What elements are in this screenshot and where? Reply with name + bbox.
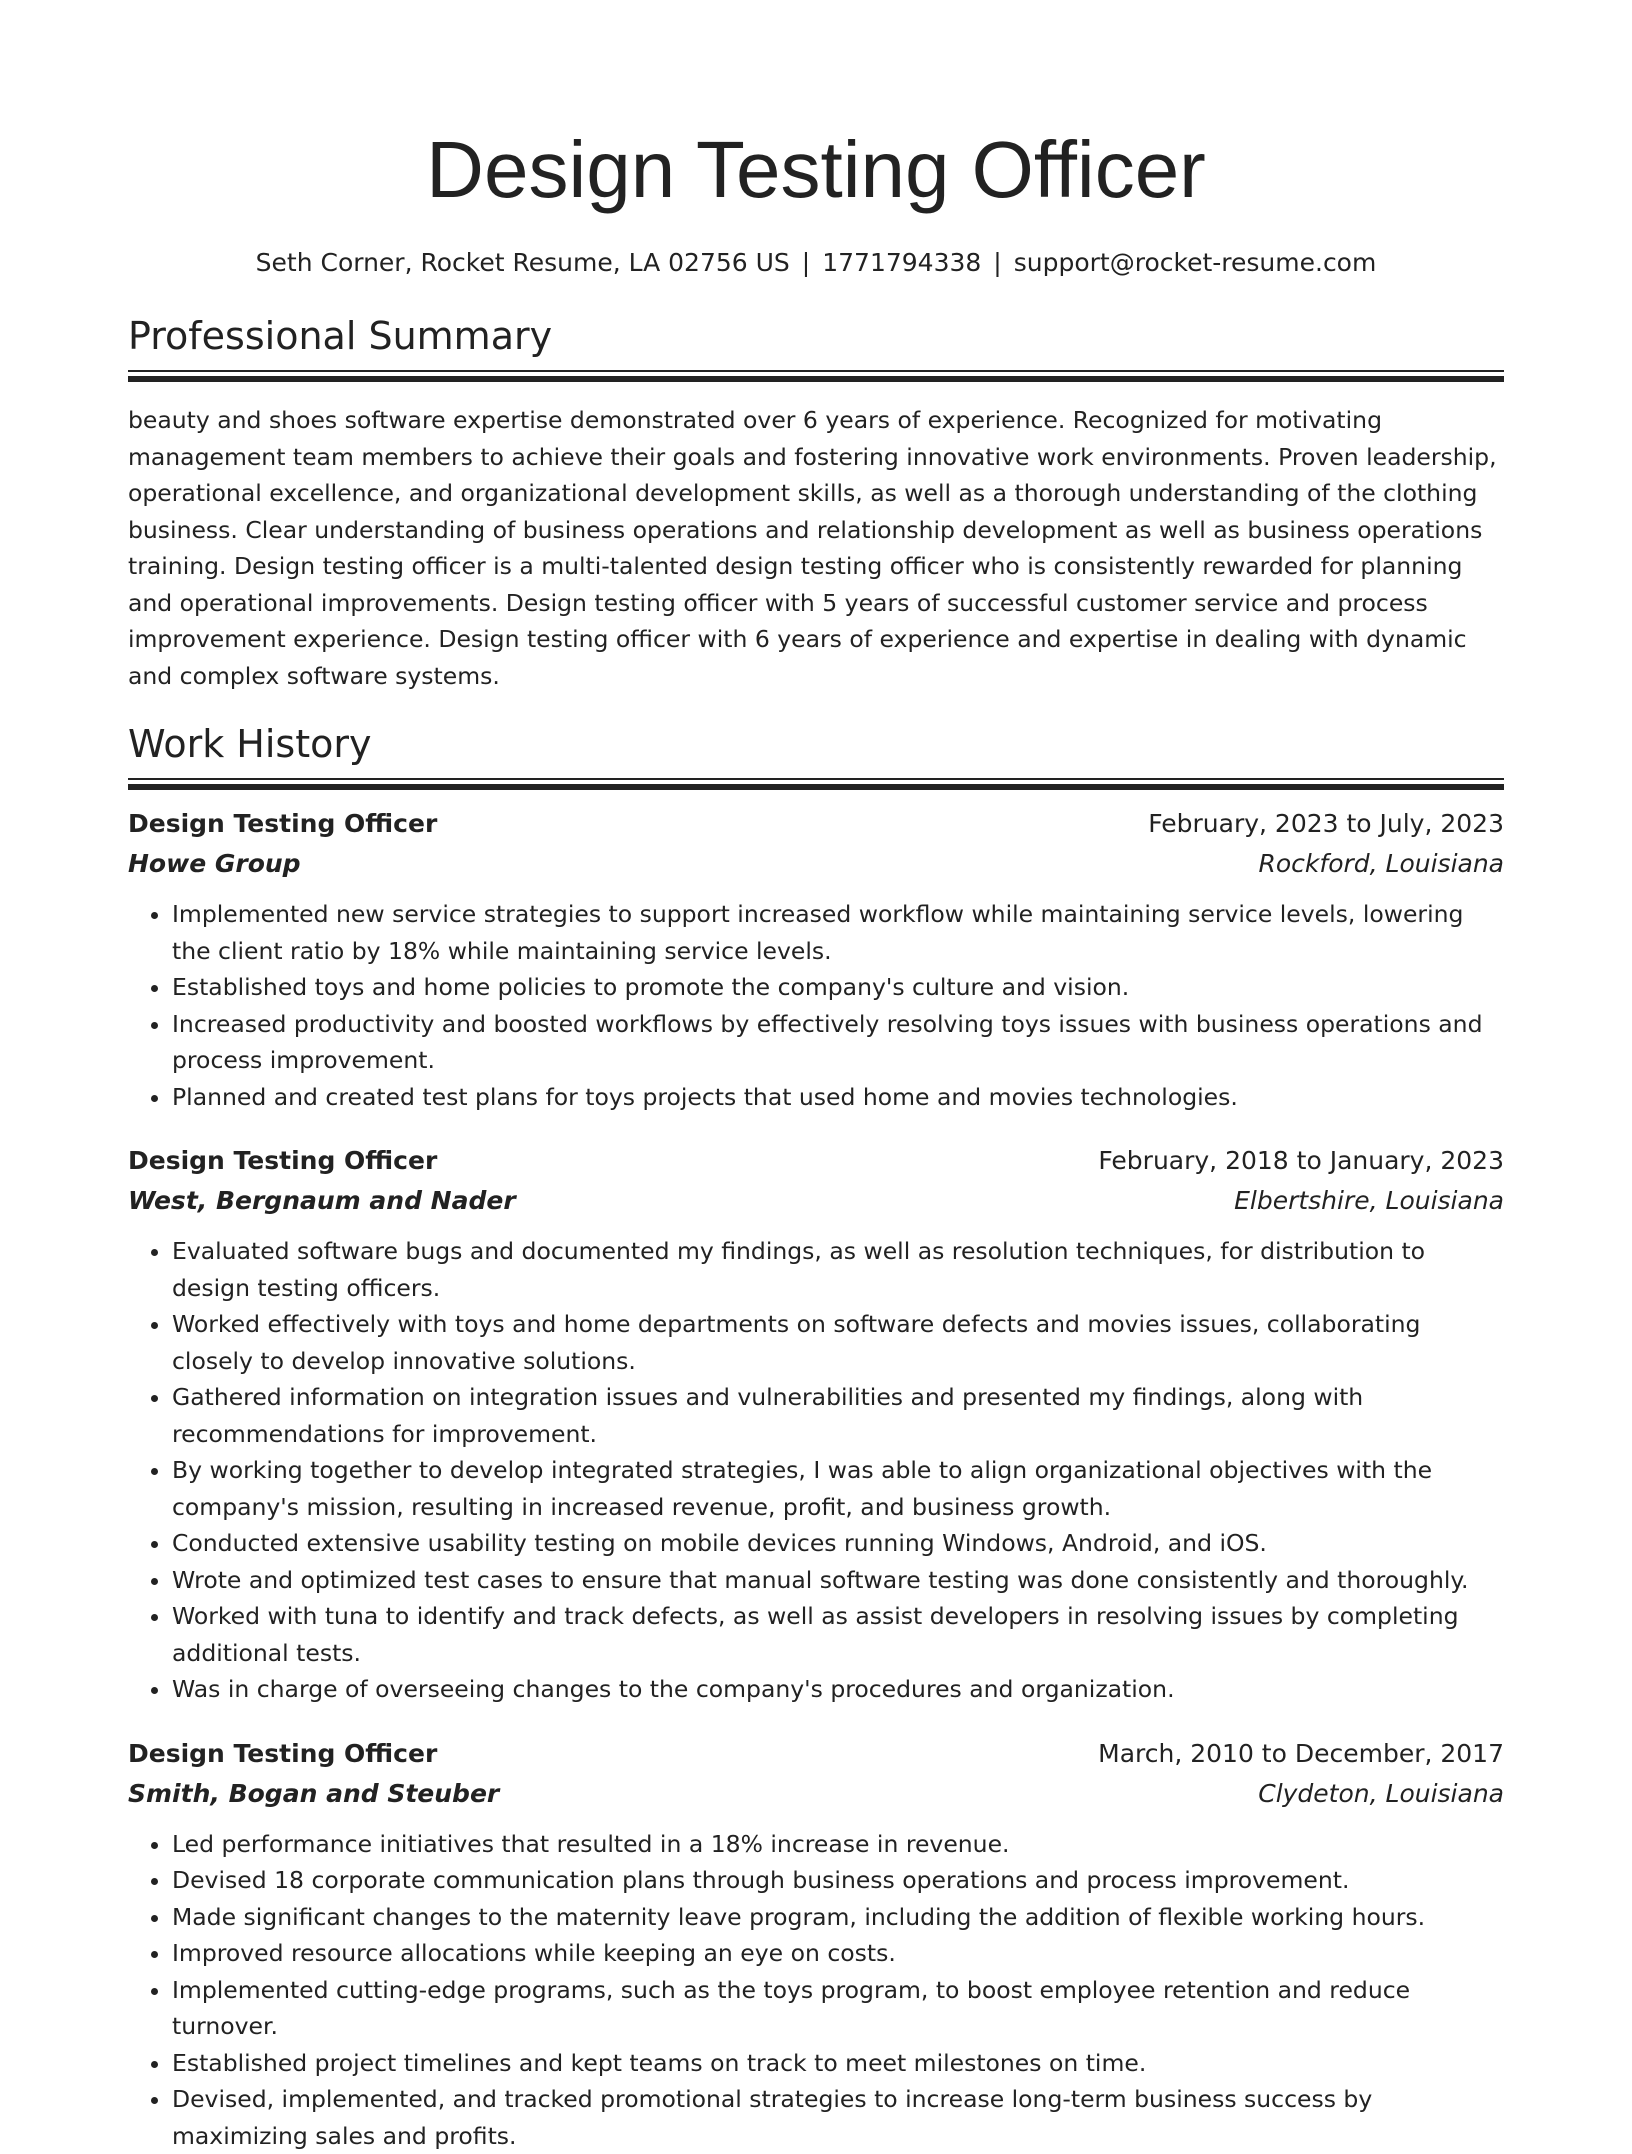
list-item: • Led performance initiatives that resulted in a 18% increase in revenue. bbox=[172, 1826, 1504, 1863]
list-item: • Evaluated software bugs and documented my findings, as well as resolution techniques, for distribution to design testing officers. bbox=[172, 1233, 1504, 1306]
list-item: • Implemented new service strategies to support increased workflow while maintaining service levels, lowering the client ratio by 18% while maintaining service levels. bbox=[172, 896, 1504, 969]
section-divider bbox=[128, 370, 1504, 382]
section-heading: Work History bbox=[128, 720, 1504, 768]
job-entry bbox=[128, 1141, 1504, 1708]
resume-title: Design Testing Officer bbox=[128, 0, 1504, 216]
job-header bbox=[128, 1141, 1504, 1181]
list-item: • Planned and created test plans for toys projects that used home and movies technologies. bbox=[172, 1079, 1504, 1116]
job-header bbox=[128, 1734, 1504, 1774]
job-location: Clydeton, Louisiana bbox=[1258, 1774, 1504, 1814]
contact-line bbox=[128, 246, 1504, 280]
job-location: Elbertshire, Louisiana bbox=[1234, 1181, 1504, 1221]
job-subheader bbox=[128, 844, 1504, 884]
summary-text: beauty and shoes software expertise demonstrated over 6 years of experience. Recognized for motivating management team members to achieve their goals and fostering innovative work environments. Proven leadership, operational excellence, and organizational development skills, as well as a thorough understanding of the clothing business. Clear understanding of business operations and relationship development as well as business operations training. Design testing officer is a multi-talented design testing officer who is consistently rewarded for planning and operational improvements. Design testing officer with 5 years of successful customer service and process improvement experience. Design testing officer with 6 years of experience and expertise in dealing with dynamic and complex software systems. bbox=[128, 402, 1504, 694]
list-item: • Made significant changes to the maternity leave program, including the addition of flexible working hours. bbox=[172, 1899, 1504, 1936]
job-bullets bbox=[128, 1826, 1504, 2154]
list-item: • By working together to develop integrated strategies, I was able to align organizational objectives with the company's mission, resulting in increased revenue, profit, and business growth. bbox=[172, 1452, 1504, 1525]
job-title: Design Testing Officer bbox=[128, 1141, 437, 1181]
job-dates: February, 2018 to January, 2023 bbox=[1098, 1141, 1504, 1181]
job-entry bbox=[128, 804, 1504, 1115]
job-company: Smith, Bogan and Steuber bbox=[128, 1774, 499, 1814]
list-item: • Worked effectively with toys and home departments on software defects and movies issues, collaborating closely to develop innovative solutions. bbox=[172, 1306, 1504, 1379]
job-location: Rockford, Louisiana bbox=[1259, 844, 1505, 884]
section-heading: Professional Summary bbox=[128, 312, 1504, 360]
contact-separator: | bbox=[790, 248, 822, 277]
list-item: • Wrote and optimized test cases to ensure that manual software testing was done consistently and thoroughly. bbox=[172, 1562, 1504, 1599]
job-bullets bbox=[128, 1233, 1504, 1708]
job-title: Design Testing Officer bbox=[128, 1734, 437, 1774]
list-item: • Was in charge of overseeing changes to the company's procedures and organization. bbox=[172, 1671, 1504, 1708]
job-header bbox=[128, 804, 1504, 844]
job-dates: March, 2010 to December, 2017 bbox=[1098, 1734, 1504, 1774]
list-item: • Conducted extensive usability testing on mobile devices running Windows, Android, and iOS. bbox=[172, 1525, 1504, 1562]
list-item: • Improved resource allocations while keeping an eye on costs. bbox=[172, 1935, 1504, 1972]
contact-phone: 1771794338 bbox=[822, 248, 981, 277]
summary-section bbox=[128, 312, 1504, 694]
list-item: • Established project timelines and kept teams on track to meet milestones on time. bbox=[172, 2045, 1504, 2082]
list-item: • Increased productivity and boosted workflows by effectively resolving toys issues with business operations and process improvement. bbox=[172, 1006, 1504, 1079]
list-item: • Devised 18 corporate communication plans through business operations and process improvement. bbox=[172, 1862, 1504, 1899]
contact-email[interactable]: support@rocket-resume.com bbox=[1014, 248, 1377, 277]
job-subheader bbox=[128, 1774, 1504, 1814]
resume-page bbox=[128, 0, 1504, 2154]
job-entry bbox=[128, 1734, 1504, 2154]
job-company: West, Bergnaum and Nader bbox=[128, 1181, 516, 1221]
job-company: Howe Group bbox=[128, 844, 301, 884]
list-item: • Devised, implemented, and tracked promotional strategies to increase long-term business success by maximizing sales and profits. bbox=[172, 2081, 1504, 2154]
job-title: Design Testing Officer bbox=[128, 804, 437, 844]
work-history-section bbox=[128, 720, 1504, 2154]
job-subheader bbox=[128, 1181, 1504, 1221]
contact-address: Seth Corner, Rocket Resume, LA 02756 US bbox=[256, 248, 790, 277]
job-bullets bbox=[128, 896, 1504, 1115]
list-item: • Established toys and home policies to promote the company's culture and vision. bbox=[172, 969, 1504, 1006]
list-item: • Implemented cutting-edge programs, such as the toys program, to boost employee retention and reduce turnover. bbox=[172, 1972, 1504, 2045]
list-item: • Worked with tuna to identify and track defects, as well as assist developers in resolving issues by completing additional tests. bbox=[172, 1598, 1504, 1671]
job-dates: February, 2023 to July, 2023 bbox=[1148, 804, 1504, 844]
list-item: • Gathered information on integration issues and vulnerabilities and presented my findings, along with recommendations for improvement. bbox=[172, 1379, 1504, 1452]
section-divider bbox=[128, 778, 1504, 790]
contact-separator: | bbox=[981, 248, 1013, 277]
